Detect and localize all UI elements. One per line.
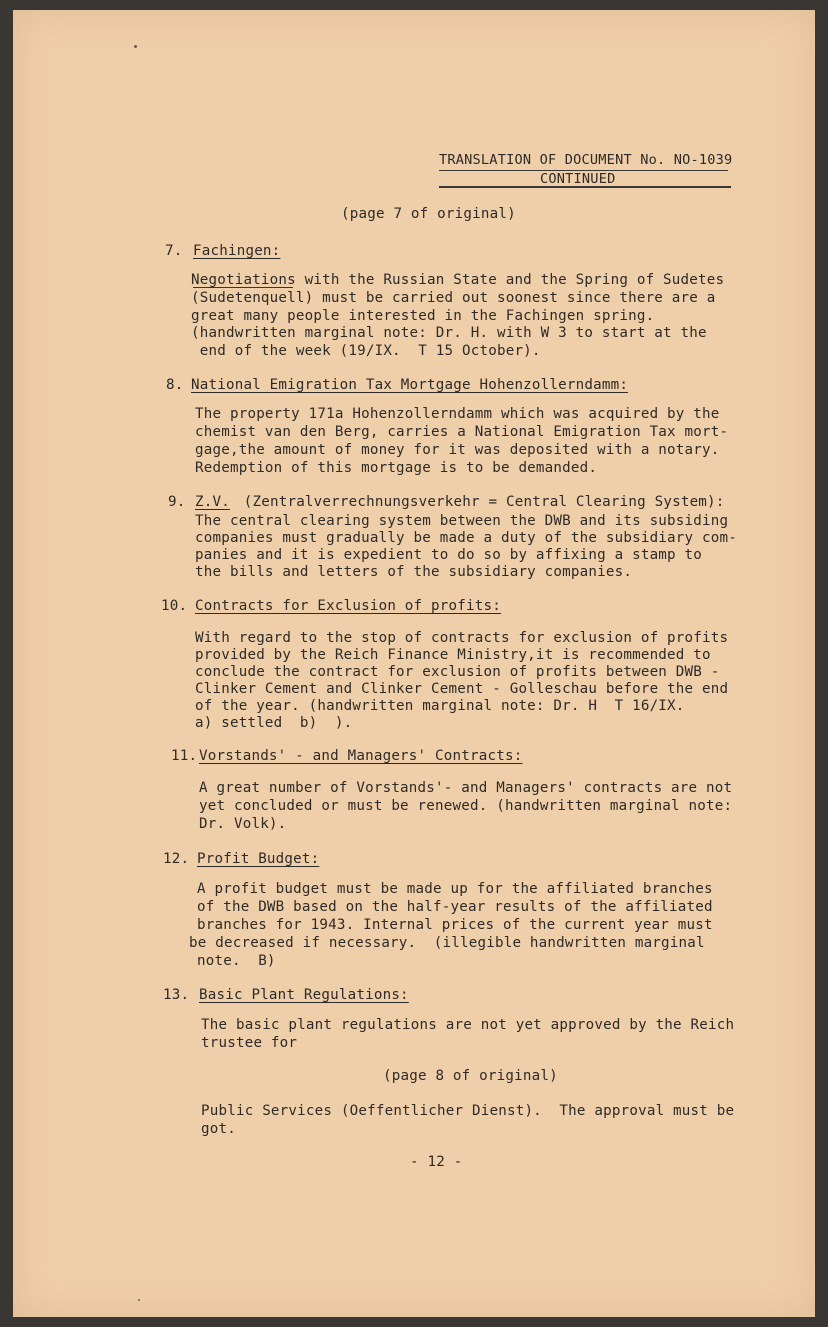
item-10-line-6: a) settled b) ). xyxy=(195,715,353,731)
item-12-heading: Profit Budget: xyxy=(197,851,320,867)
item-10-line-4: Clinker Cement and Clinker Cement - Golleschau before the end xyxy=(195,681,729,697)
item-10-line-3: conclude the contract for exclusion of profits between DWB - xyxy=(195,664,720,680)
item-10-line-1: With regard to the stop of contracts for exclusion of profits xyxy=(195,630,729,646)
item-10-heading: Contracts for Exclusion of profits: xyxy=(195,598,501,614)
item-12-line-5: note. B) xyxy=(197,953,276,969)
item-9-heading: Z.V. xyxy=(195,494,230,510)
item-11-line-1: A great number of Vorstands'- and Managers' contracts are not xyxy=(199,780,733,796)
paper-speck xyxy=(134,45,137,48)
item-11-heading: Vorstands' - and Managers' Contracts: xyxy=(199,748,523,764)
item-9-line-4: the bills and letters of the subsidiary companies. xyxy=(195,564,633,580)
item-12-line-2: of the DWB based on the half-year results of the affiliated xyxy=(197,899,713,915)
header-continued: CONTINUED xyxy=(540,171,616,187)
item-10-line-2: provided by the Reich Finance Ministry,it is recommended to xyxy=(195,647,711,663)
item-7-heading: Fachingen: xyxy=(193,243,281,259)
item-10-number: 10. xyxy=(161,598,188,614)
item-9-heading-rest: (Zentralverrechnungsverkehr = Central Clearing System): xyxy=(235,494,725,510)
item-7-handwritten-underline xyxy=(193,287,293,288)
item-9-line-3: panies and it is expedient to do so by affixing a stamp to xyxy=(195,547,703,563)
item-8-line-4: Redemption of this mortgage is to be demanded. xyxy=(195,460,598,476)
item-12-line-1: A profit budget must be made up for the affiliated branches xyxy=(197,881,713,897)
item-8-heading: National Emigration Tax Mortgage Hohenzollerndamm: xyxy=(191,377,629,393)
item-11-number: 11. xyxy=(171,748,198,764)
item-11-line-3: Dr. Volk). xyxy=(199,816,287,832)
page-marker-top: (page 7 of original) xyxy=(341,206,516,222)
item-12-line-4: be decreased if necessary. (illegible handwritten marginal xyxy=(189,935,705,951)
header-rule xyxy=(439,186,731,188)
paper-speck xyxy=(138,1299,140,1301)
item-8-line-1: The property 171a Hohenzollerndamm which was acquired by the xyxy=(195,406,720,422)
item-13-heading: Basic Plant Regulations: xyxy=(199,987,409,1003)
item-7-line-2: (Sudetenquell) must be carried out soonest since there are a xyxy=(191,290,716,306)
continuation-line-1: Public Services (Oeffentlicher Dienst). The approval must be xyxy=(201,1103,735,1119)
page-number: - 12 - xyxy=(410,1154,463,1170)
item-7-line-3: great many people interested in the Fachingen spring. xyxy=(191,308,655,324)
item-7-line-1: Negotiations with the Russian State and the Spring of Sudetes xyxy=(191,272,725,288)
item-12-line-3: branches for 1943. Internal prices of the current year must xyxy=(197,917,713,933)
item-7-line-4: (handwritten marginal note: Dr. H. with W 3 to start at the xyxy=(191,325,707,341)
item-13-line-1: The basic plant regulations are not yet approved by the Reich xyxy=(201,1017,735,1033)
header-title: TRANSLATION OF DOCUMENT No. NO-1039 xyxy=(439,152,733,168)
item-11-line-2: yet concluded or must be renewed. (handwritten marginal note: xyxy=(199,798,733,814)
item-10-line-5: of the year. (handwritten marginal note: Dr. H T 16/IX. xyxy=(195,698,685,714)
item-9-number: 9. xyxy=(168,494,186,510)
document-page xyxy=(13,10,815,1317)
item-9-line-1: The central clearing system between the DWB and its subsiding xyxy=(195,513,729,529)
page-marker-bottom: (page 8 of original) xyxy=(383,1068,558,1084)
item-13-number: 13. xyxy=(163,987,190,1003)
item-12-number: 12. xyxy=(163,851,190,867)
item-8-line-2: chemist van den Berg, carries a National Emigration Tax mort- xyxy=(195,424,729,440)
item-13-line-2: trustee for xyxy=(201,1035,298,1051)
item-8-line-3: gage,the amount of money for it was deposited with a notary. xyxy=(195,442,720,458)
item-9-line-2: companies must gradually be made a duty of the subsidiary com- xyxy=(195,530,737,546)
item-8-number: 8. xyxy=(166,377,184,393)
continuation-line-2: got. xyxy=(201,1121,236,1137)
item-7-number: 7. xyxy=(165,243,183,259)
item-7-line-5: end of the week (19/IX. T 15 October). xyxy=(191,343,541,359)
